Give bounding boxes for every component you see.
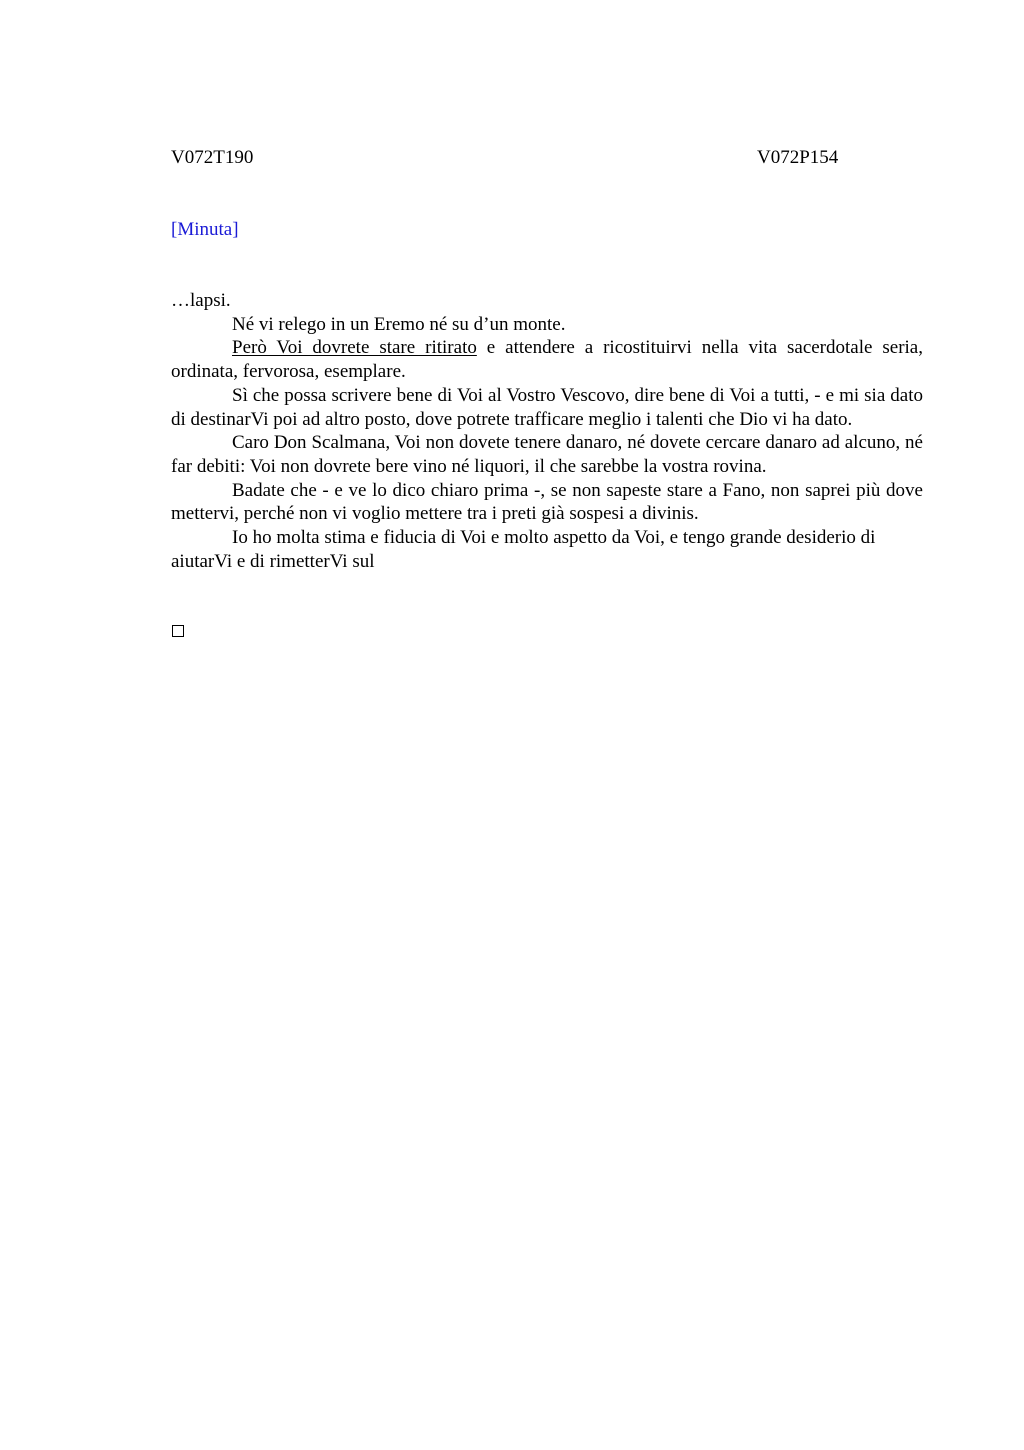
paragraph-6: Io ho molta stima e fiducia di Voi e molto aspetto da Voi, e tengo grande desiderio di aiutarVi e di rimetterVi sul xyxy=(171,527,876,572)
paragraph-4: Caro Don Scalmana, Voi non dovete tenere danaro, né dovete cercare danaro ad alcuno, né far debiti: Voi non dovrete bere vino né liquori, il che sarebbe la vostra rovina. xyxy=(171,432,923,477)
paragraph-2-rest: e attendere a ricostituirvi nella vita sacerdotale seria, ordinata, fervorosa, esemplare. xyxy=(171,337,923,383)
underlined-phrase: Però Voi dovrete stare ritirato xyxy=(232,337,477,359)
paragraph-3: Sì che possa scrivere bene di Voi al Vostro Vescovo, dire bene di Voi a tutti, - e mi sia dato di destinarVi poi ad altro posto, dove potrete trafficare meglio i talenti che Dio vi ha dato. xyxy=(171,384,923,430)
paragraph-5: Badate che - e ve lo dico chiaro prima -, se non sapeste stare a Fano, non saprei più dove mettervi, perché non vi voglio mettere tra i preti già sospesi a divinis. xyxy=(171,479,923,525)
document-code-left: V072T190 xyxy=(171,147,254,168)
paragraph-2 xyxy=(171,336,923,383)
square-outline-icon xyxy=(172,625,184,637)
paragraph-1: Né vi relego in un Eremo né su d’un monte. xyxy=(232,313,566,335)
letter-body xyxy=(171,289,923,573)
paragraph-opening: …lapsi. xyxy=(171,290,231,311)
minuta-label: [Minuta] xyxy=(171,219,239,240)
document-code-right: V072P154 xyxy=(757,147,839,168)
